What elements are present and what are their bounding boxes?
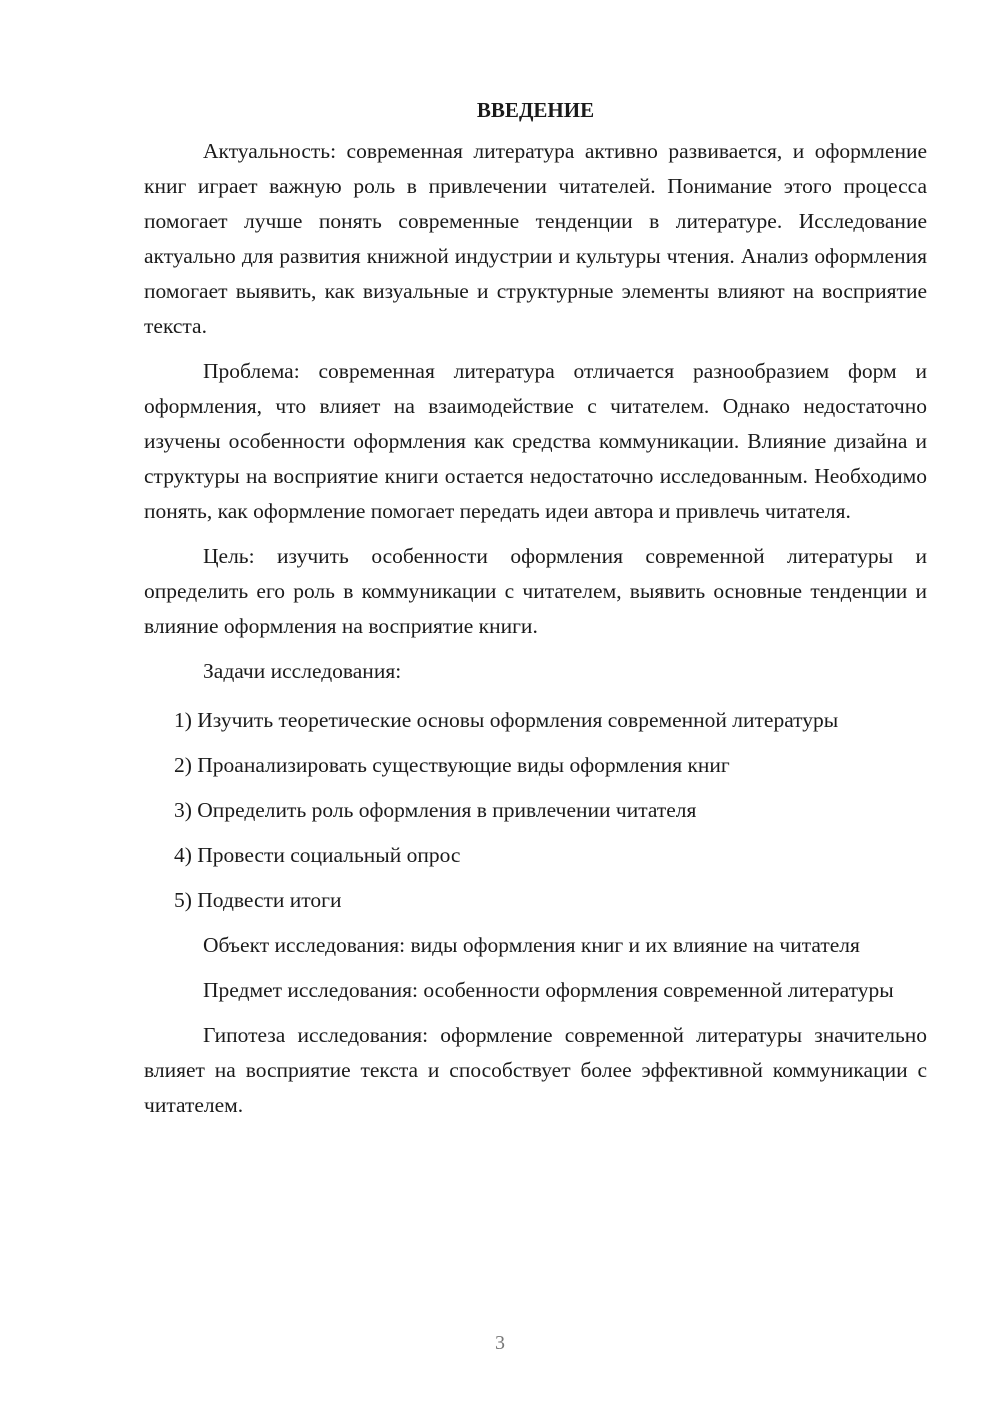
problem-paragraph: Проблема: современная литература отличается разнообразием форм и оформления, что влияет на взаимодействие с читателем. Однако недостаточно изучены особенности оформления как средства коммуникации. Влияние дизайна и структуры на восприятие книги остается недостаточно исследованным. Необходимо понять, как оформление помогает передать идеи автора и привлечь читателя. <box>144 359 927 523</box>
page-number: 3 <box>495 1332 505 1354</box>
list-item: 3) Определить роль оформления в привлечении читателя <box>174 798 697 822</box>
document-page <box>144 90 927 1133</box>
object-paragraph: Объект исследования: виды оформления книг и их влияние на читателя <box>203 933 860 957</box>
page-title: ВВЕДЕНИЕ <box>476 98 595 122</box>
tasks-list <box>144 703 927 918</box>
tasks-heading: Задачи исследования: <box>203 659 402 683</box>
subject-paragraph: Предмет исследования: особенности оформления современной литературы <box>203 978 894 1002</box>
list-item: 2) Проанализировать существующие виды оформления книг <box>174 753 730 777</box>
list-item: 4) Провести социальный опрос <box>174 843 461 867</box>
relevance-paragraph: Актуальность: современная литература активно развивается, и оформление книг играет важную роль в привлечении читателей. Понимание этого процесса помогает лучше понять современные тенденции в литературе. Исследование актуально для развития книжной индустрии и культуры чтения. Анализ оформления помогает выявить, как визуальные и структурные элементы влияют на восприятие текста. <box>144 139 927 338</box>
hypothesis-paragraph: Гипотеза исследования: оформление современной литературы значительно влияет на восприятие текста и способствует более эффективной коммуникации с читателем. <box>144 1023 927 1117</box>
goal-paragraph: Цель: изучить особенности оформления современной литературы и определить его роль в коммуникации с читателем, выявить основные тенденции и влияние оформления на восприятие книги. <box>144 544 927 638</box>
list-item: 5) Подвести итоги <box>174 888 342 912</box>
list-item: 1) Изучить теоретические основы оформления современной литературы <box>174 708 839 732</box>
